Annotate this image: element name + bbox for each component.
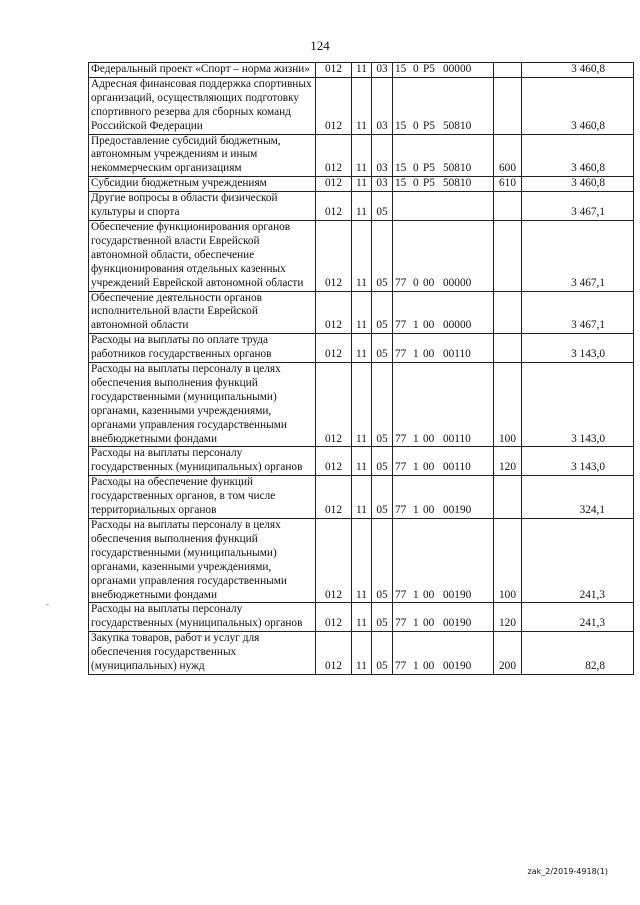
table-row — [89, 77, 634, 134]
target-article-part: 77 — [395, 348, 407, 361]
row-grbs-cell: 012 — [316, 519, 352, 603]
row-grbs-cell: 012 — [316, 220, 352, 291]
row-section-cell: 11 — [352, 363, 372, 447]
row-name-cell: Расходы на выплаты персоналу в целях обеспечения выполнения функций государственными (муниципальными) органами, казенными учреждениями, органами управления государственными внебюджетными фондами — [89, 519, 316, 603]
row-grbs-cell: 012 — [316, 603, 352, 632]
row-name-cell: Другие вопросы в области физической культуры и спорта — [89, 192, 316, 221]
row-amount-cell: 3 467,1 — [522, 192, 634, 221]
row-expense-type-cell — [494, 63, 522, 78]
row-subsection-cell: 05 — [372, 603, 393, 632]
target-article-part: 00 — [423, 276, 435, 289]
row-subsection-cell: 05 — [372, 334, 393, 363]
row-subsection-cell: 03 — [372, 63, 393, 78]
target-article-part: 77 — [395, 617, 407, 630]
row-target-article-cell — [393, 177, 494, 192]
row-amount-cell: 241,3 — [522, 603, 634, 632]
row-name-cell: Предоставление субсидий бюджетным, автономным учреждениям и иным некоммерческим организациям — [89, 134, 316, 177]
margin-mark: - — [46, 599, 49, 609]
target-article-part: 1 — [413, 432, 419, 445]
row-amount-cell: 3 467,1 — [522, 220, 634, 291]
row-name-cell: Расходы на выплаты персоналу государственных (муниципальных) органов — [89, 603, 316, 632]
target-article-part: 77 — [395, 461, 407, 474]
target-article-part: 00190 — [443, 660, 472, 673]
row-subsection-cell: 05 — [372, 363, 393, 447]
target-article-part: 00190 — [443, 588, 472, 601]
target-article-part: 0 — [413, 63, 419, 75]
row-name-cell: Расходы на выплаты по оплате труда работников государственных органов — [89, 334, 316, 363]
row-expense-type-cell: 120 — [494, 447, 522, 476]
row-subsection-cell: 03 — [372, 77, 393, 134]
target-article-part: 00 — [423, 504, 435, 517]
row-section-cell: 11 — [352, 177, 372, 192]
target-article-part: 50810 — [443, 162, 472, 175]
target-article-part: 00 — [423, 588, 435, 601]
target-article-part: 1 — [413, 617, 419, 630]
target-article-part: 00000 — [443, 319, 472, 332]
row-target-article-cell — [393, 192, 494, 221]
row-section-cell: 11 — [352, 77, 372, 134]
row-grbs-cell: 012 — [316, 192, 352, 221]
row-name-cell: Закупка товаров, работ и услуг для обеспечения государственных (муниципальных) нужд — [89, 632, 316, 675]
table-row — [89, 192, 634, 221]
table-row — [89, 291, 634, 334]
target-article-part: 77 — [395, 276, 407, 289]
target-article-part: 15 — [395, 119, 407, 132]
target-article-part: 77 — [395, 588, 407, 601]
row-name-cell: Субсидии бюджетным учреждениям — [89, 177, 316, 192]
row-subsection-cell: 05 — [372, 519, 393, 603]
row-amount-cell: 324,1 — [522, 476, 634, 519]
row-section-cell: 11 — [352, 220, 372, 291]
target-article-part: 00000 — [443, 63, 472, 75]
target-article-part: 00 — [423, 319, 435, 332]
target-article-part: 1 — [413, 504, 419, 517]
target-article-part: 1 — [413, 461, 419, 474]
row-expense-type-cell: 100 — [494, 363, 522, 447]
row-grbs-cell: 012 — [316, 291, 352, 334]
row-section-cell: 11 — [352, 519, 372, 603]
row-section-cell: 11 — [352, 192, 372, 221]
target-article-part: 00110 — [443, 432, 471, 445]
target-article-part: 0 — [413, 119, 419, 132]
table-row — [89, 63, 634, 78]
target-article-part: 0 — [413, 276, 419, 289]
row-name-cell: Расходы на выплаты персоналу государственных (муниципальных) органов — [89, 447, 316, 476]
table-row — [89, 334, 634, 363]
row-expense-type-cell: 120 — [494, 603, 522, 632]
row-target-article-cell — [393, 291, 494, 334]
row-expense-type-cell: 100 — [494, 519, 522, 603]
target-article-part: 15 — [395, 162, 407, 175]
row-expense-type-cell — [494, 220, 522, 291]
row-target-article-cell — [393, 63, 494, 78]
row-amount-cell: 82,8 — [522, 632, 634, 675]
row-section-cell: 11 — [352, 334, 372, 363]
table-row — [89, 134, 634, 177]
target-article-part: 50810 — [443, 177, 472, 190]
row-target-article-cell — [393, 603, 494, 632]
target-article-part: 0 — [413, 162, 419, 175]
row-amount-cell: 3 460,8 — [522, 63, 634, 78]
row-target-article-cell — [393, 519, 494, 603]
table-row — [89, 177, 634, 192]
row-grbs-cell: 012 — [316, 476, 352, 519]
row-amount-cell: 3 460,8 — [522, 134, 634, 177]
target-article-part: 1 — [413, 660, 419, 673]
table-row — [89, 447, 634, 476]
target-article-part: 0 — [413, 177, 419, 190]
row-subsection-cell: 05 — [372, 291, 393, 334]
row-subsection-cell: 03 — [372, 177, 393, 192]
row-expense-type-cell: 610 — [494, 177, 522, 192]
row-name-cell: Обеспечение функционирования органов государственной власти Еврейской автономной области, обеспечение функционирования отдельных казенных учреждений Еврейской автономной области — [89, 220, 316, 291]
row-subsection-cell: 05 — [372, 476, 393, 519]
row-subsection-cell: 05 — [372, 632, 393, 675]
row-grbs-cell: 012 — [316, 363, 352, 447]
row-name-cell: Обеспечение деятельности органов исполнительной власти Еврейской автономной области — [89, 291, 316, 334]
row-amount-cell: 3 143,0 — [522, 334, 634, 363]
row-target-article-cell — [393, 134, 494, 177]
target-article-part: P5 — [423, 177, 435, 190]
target-article-part: 50810 — [443, 119, 472, 132]
table-row — [89, 603, 634, 632]
target-article-part: P5 — [423, 119, 435, 132]
row-expense-type-cell: 200 — [494, 632, 522, 675]
row-section-cell: 11 — [352, 134, 372, 177]
row-grbs-cell: 012 — [316, 63, 352, 78]
row-section-cell: 11 — [352, 476, 372, 519]
row-name-cell: Расходы на обеспечение функций государственных органов, в том числе территориальных органов — [89, 476, 316, 519]
row-amount-cell: 3 467,1 — [522, 291, 634, 334]
row-section-cell: 11 — [352, 632, 372, 675]
target-article-part: 1 — [413, 348, 419, 361]
row-target-article-cell — [393, 476, 494, 519]
row-expense-type-cell — [494, 192, 522, 221]
target-article-part: 77 — [395, 319, 407, 332]
target-article-part: 1 — [413, 319, 419, 332]
row-target-article-cell — [393, 334, 494, 363]
row-name-cell: Адресная финансовая поддержка спортивных организаций, осуществляющих подготовку спортивного резерва для сборных команд Российской Федерации — [89, 77, 316, 134]
target-article-part: 77 — [395, 660, 407, 673]
row-name-cell: Федеральный проект «Спорт – норма жизни» — [89, 63, 316, 78]
target-article-part: 1 — [413, 588, 419, 601]
row-grbs-cell: 012 — [316, 447, 352, 476]
row-section-cell: 11 — [352, 63, 372, 78]
row-expense-type-cell: 600 — [494, 134, 522, 177]
row-target-article-cell — [393, 220, 494, 291]
target-article-part: 00000 — [443, 276, 472, 289]
row-amount-cell: 3 143,0 — [522, 447, 634, 476]
row-subsection-cell: 05 — [372, 220, 393, 291]
target-article-part: 00 — [423, 348, 435, 361]
row-expense-type-cell — [494, 77, 522, 134]
target-article-part: 77 — [395, 432, 407, 445]
budget-table-body — [89, 63, 634, 675]
row-subsection-cell: 05 — [372, 447, 393, 476]
table-row — [89, 476, 634, 519]
row-amount-cell: 3 460,8 — [522, 77, 634, 134]
row-amount-cell: 3 460,8 — [522, 177, 634, 192]
row-subsection-cell: 03 — [372, 134, 393, 177]
target-article-part: 00 — [423, 432, 435, 445]
target-article-part: 77 — [395, 504, 407, 517]
row-grbs-cell: 012 — [316, 77, 352, 134]
target-article-part: 00190 — [443, 504, 472, 517]
row-target-article-cell — [393, 632, 494, 675]
row-expense-type-cell — [494, 476, 522, 519]
target-article-part: 00 — [423, 461, 435, 474]
target-article-part: 00110 — [443, 461, 471, 474]
budget-table — [88, 62, 634, 675]
table-row — [89, 363, 634, 447]
target-article-part: P5 — [423, 162, 435, 175]
row-amount-cell: 3 143,0 — [522, 363, 634, 447]
row-grbs-cell: 012 — [316, 334, 352, 363]
row-grbs-cell: 012 — [316, 632, 352, 675]
row-subsection-cell: 05 — [372, 192, 393, 221]
row-grbs-cell: 012 — [316, 134, 352, 177]
table-row — [89, 220, 634, 291]
row-target-article-cell — [393, 447, 494, 476]
row-section-cell: 11 — [352, 603, 372, 632]
target-article-part: 00 — [423, 660, 435, 673]
row-target-article-cell — [393, 363, 494, 447]
target-article-part: 00110 — [443, 348, 471, 361]
row-section-cell: 11 — [352, 447, 372, 476]
page-number: 124 — [310, 38, 330, 53]
target-article-part: 00 — [423, 617, 435, 630]
table-row — [89, 632, 634, 675]
target-article-part: P5 — [423, 63, 435, 75]
target-article-part: 15 — [395, 177, 407, 190]
row-grbs-cell: 012 — [316, 177, 352, 192]
row-expense-type-cell — [494, 334, 522, 363]
target-article-part: 00190 — [443, 617, 472, 630]
row-target-article-cell — [393, 77, 494, 134]
row-name-cell: Расходы на выплаты персоналу в целях обеспечения выполнения функций государственными (муниципальными) органами, казенными учреждениями, органами управления государственными внебюджетными фондами — [89, 363, 316, 447]
row-amount-cell: 241,3 — [522, 519, 634, 603]
target-article-part: 15 — [395, 63, 407, 75]
table-row — [89, 519, 634, 603]
row-section-cell: 11 — [352, 291, 372, 334]
row-expense-type-cell — [494, 291, 522, 334]
document-code: zak_2/2019-4918(1) — [527, 867, 608, 876]
